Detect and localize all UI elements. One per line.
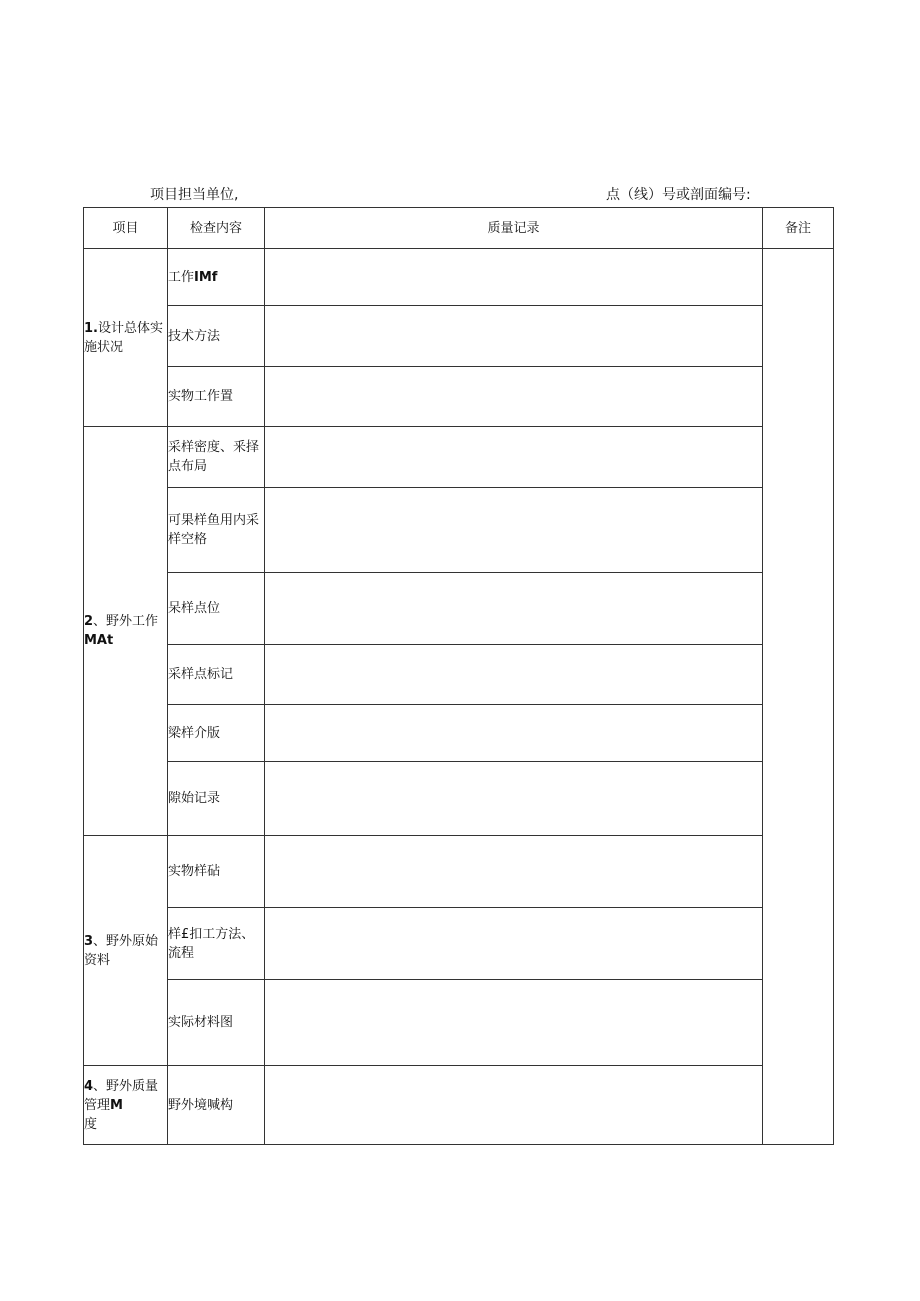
record-cell[interactable] — [265, 367, 763, 427]
check-item: 实物工作置 — [168, 367, 265, 427]
group-4-label-tail: 度 — [84, 1116, 98, 1132]
header-check-content: 检查内容 — [168, 208, 265, 249]
check-item: 实物样砧 — [168, 836, 265, 908]
check-item: 可果样鱼用内采样空格 — [168, 488, 265, 573]
group-4-label: 、野外质量管理 — [84, 1078, 159, 1113]
record-cell[interactable] — [265, 427, 763, 488]
record-cell[interactable] — [265, 908, 763, 980]
record-cell[interactable] — [265, 488, 763, 573]
check-item: 技术方法 — [168, 306, 265, 367]
record-cell[interactable] — [265, 1066, 763, 1145]
table-row — [84, 367, 834, 427]
group-1-label: 设计总体实施状况 — [84, 320, 163, 355]
group-3-cell — [84, 836, 168, 1066]
record-cell[interactable] — [265, 573, 763, 645]
group-1-cell — [84, 249, 168, 427]
group-4-label-suffix: M — [110, 1097, 123, 1113]
record-cell[interactable] — [265, 762, 763, 836]
check-item-suffix: IMf — [194, 269, 218, 285]
table-row — [84, 249, 834, 306]
table-row — [84, 705, 834, 762]
table-row — [84, 573, 834, 645]
check-item: 梁样介版 — [168, 705, 265, 762]
check-item: 采样点标记 — [168, 645, 265, 705]
group-4-cell — [84, 1066, 168, 1145]
check-item: 隙始记录 — [168, 762, 265, 836]
check-item: 呆样点位 — [168, 573, 265, 645]
header-item: 项目 — [84, 208, 168, 249]
table-row — [84, 1066, 834, 1145]
group-2-cell — [84, 427, 168, 836]
header-remark: 备注 — [763, 208, 834, 249]
group-2-label: 、野外工作 — [93, 614, 159, 629]
table-row — [84, 980, 834, 1066]
check-item: 样£扣工方法、流程 — [168, 908, 265, 980]
record-cell[interactable] — [265, 980, 763, 1066]
remark-cell[interactable] — [763, 249, 834, 1145]
record-cell[interactable] — [265, 836, 763, 908]
group-1-number: 1. — [84, 320, 98, 336]
group-3-number: 3 — [84, 933, 94, 949]
record-cell[interactable] — [265, 306, 763, 367]
header-row — [84, 208, 834, 249]
record-cell[interactable] — [265, 645, 763, 705]
check-item: 实际材料图 — [168, 980, 265, 1066]
check-item: 工作 — [168, 269, 195, 285]
table-row — [84, 762, 834, 836]
check-item: 野外境喊构 — [168, 1066, 265, 1145]
point-number-label: 点（线）号或剖面编号: — [606, 187, 751, 203]
table-row — [84, 908, 834, 980]
project-unit-label: 项目担当单位, — [150, 187, 239, 203]
check-item: 采样密度、釆择点布局 — [168, 427, 265, 488]
check-cell — [168, 249, 265, 306]
table-row — [84, 645, 834, 705]
group-4-number: 4 — [84, 1078, 94, 1094]
record-cell[interactable] — [265, 249, 763, 306]
table-row — [84, 306, 834, 367]
header-quality-record: 质量记录 — [265, 208, 763, 249]
record-cell[interactable] — [265, 705, 763, 762]
group-2-label-suffix: MAt — [84, 633, 114, 648]
table-row — [84, 427, 834, 488]
table-row — [84, 836, 834, 908]
table-row — [84, 488, 834, 573]
quality-check-table — [83, 207, 834, 1145]
group-2-number: 2 — [84, 614, 94, 629]
group-3-label: 、野外原始资料 — [84, 933, 159, 968]
